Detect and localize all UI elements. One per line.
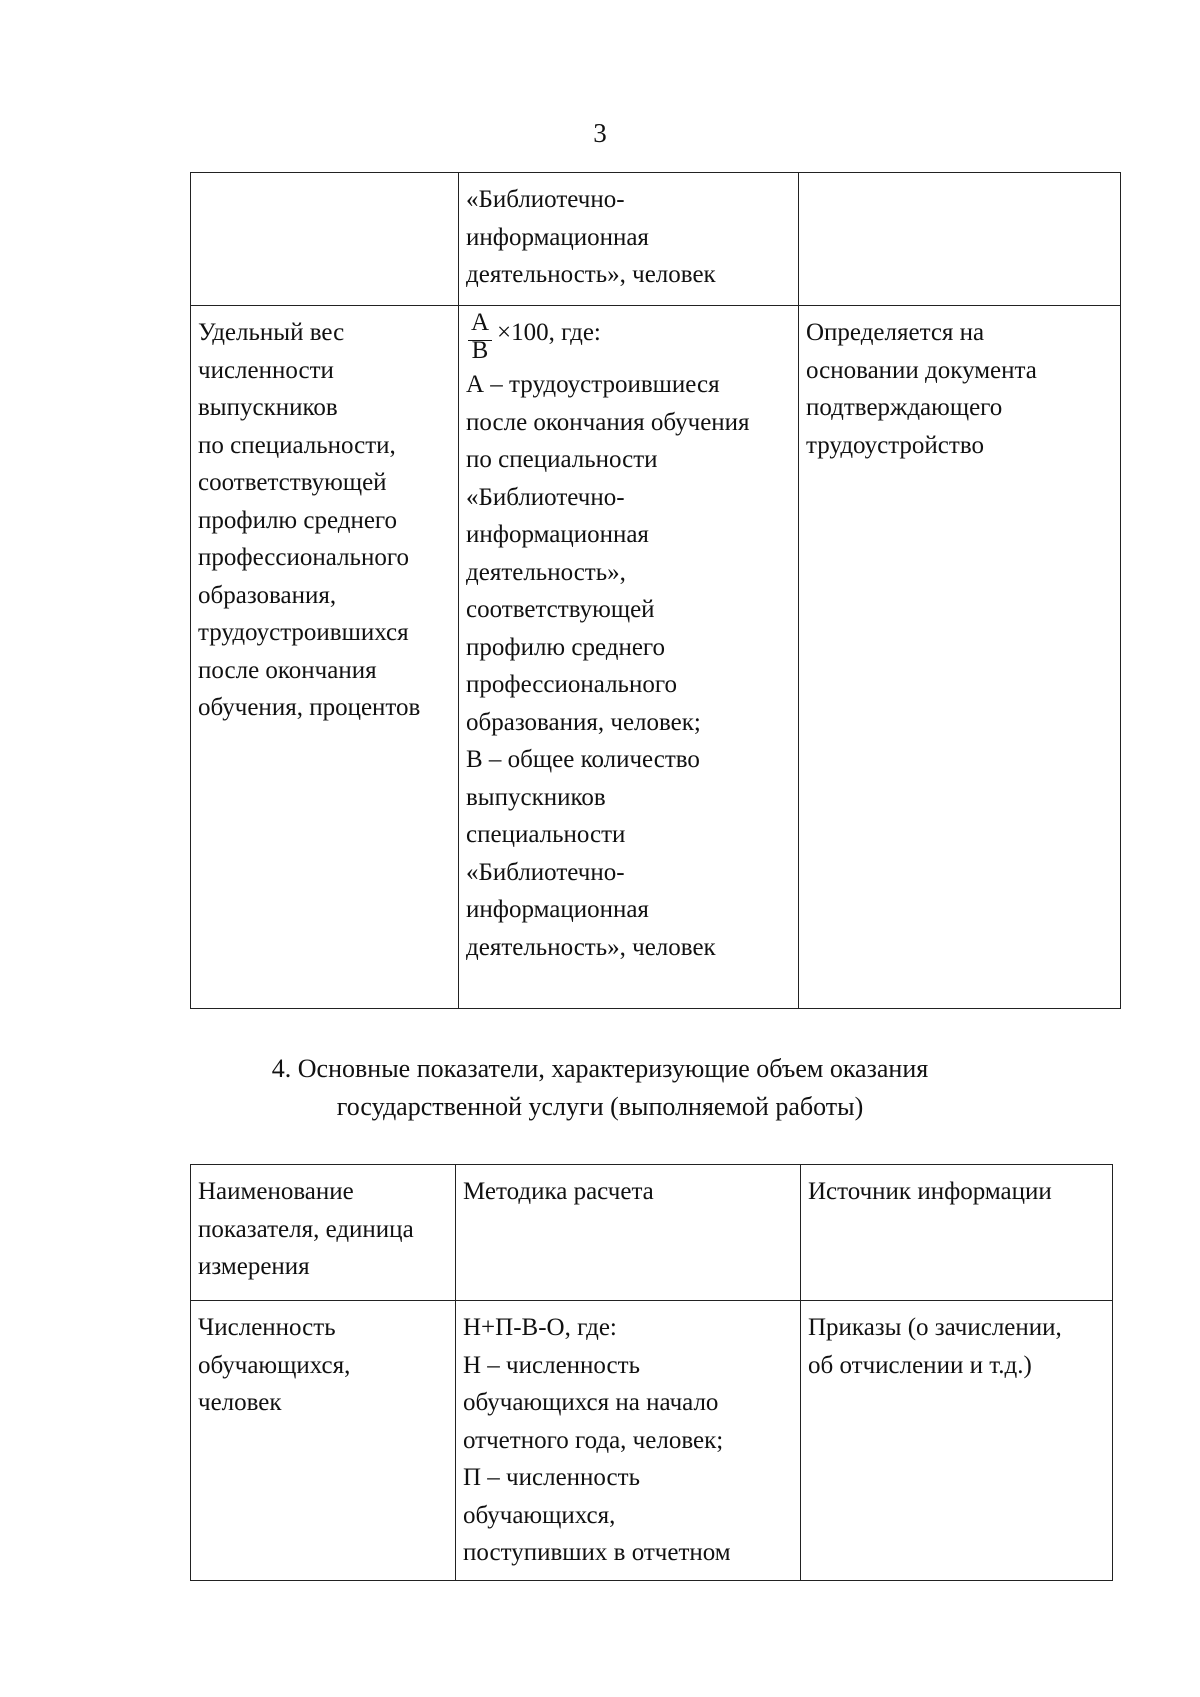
cell-text: П – численность xyxy=(463,1464,640,1491)
table-cell xyxy=(801,1301,1113,1581)
cell-text: выпускников xyxy=(466,783,606,811)
page-number: 3 xyxy=(593,118,607,148)
table-row xyxy=(191,1301,1113,1581)
cell-text: А – трудоустроившиеся xyxy=(466,371,720,398)
cell-text: Численность xyxy=(198,1314,336,1341)
cell-text: Н – численность xyxy=(463,1351,640,1379)
cell-text: профессионального xyxy=(198,544,409,571)
indicator-volume-table xyxy=(190,1164,1113,1581)
cell-text: В – общее количество xyxy=(466,746,700,773)
cell-text: об отчислении и т.д.) xyxy=(808,1351,1032,1379)
cell-text: обучающихся на начало xyxy=(463,1389,719,1416)
cell-text: Н+П-В-О, где: xyxy=(463,1314,617,1341)
cell-text: по специальности xyxy=(466,446,658,473)
cell-text: «Библиотечно- xyxy=(466,858,625,886)
table-header-row xyxy=(191,1165,1113,1301)
cell-text: соответствующей xyxy=(466,596,655,623)
cell-text: выпускников xyxy=(198,394,338,421)
cell-text: обучающихся, xyxy=(198,1351,351,1379)
section-heading-line: государственной услуги (выполняемой работы) xyxy=(336,1092,864,1121)
cell-text: «Библиотечно- xyxy=(466,186,625,213)
cell-text: подтверждающего xyxy=(806,394,1003,421)
table-cell xyxy=(459,173,799,306)
cell-text: профилю среднего xyxy=(198,506,398,534)
cell-text: информационная xyxy=(466,896,649,923)
formula-text: ×100, где: xyxy=(497,319,601,346)
cell-text: основании документа xyxy=(806,356,1037,384)
table-header-cell xyxy=(191,1165,456,1301)
header-text: измерения xyxy=(198,1253,310,1280)
cell-text: поступивших в отчетном xyxy=(463,1539,731,1566)
cell-text: после окончания xyxy=(198,656,377,684)
table-cell xyxy=(191,173,459,306)
fraction-numerator: A xyxy=(470,309,490,336)
cell-text: обучающихся, xyxy=(463,1501,616,1529)
section-heading-line: 4. Основные показатели, характеризующие объем оказания xyxy=(271,1054,929,1083)
formula xyxy=(466,309,792,366)
cell-text: численности xyxy=(198,356,334,384)
cell-text: Удельный вес xyxy=(198,319,345,346)
cell-text: информационная xyxy=(466,521,649,548)
table-row xyxy=(191,306,1121,1009)
cell-text: отчетного года, человек; xyxy=(463,1426,724,1454)
cell-text: «Библиотечно- xyxy=(466,483,625,511)
cell-text: деятельность», xyxy=(466,558,626,586)
cell-text: образования, человек; xyxy=(466,708,701,736)
cell-text: профилю среднего xyxy=(466,633,666,661)
table-cell xyxy=(799,173,1121,306)
cell-text: обучения, процентов xyxy=(198,694,421,721)
cell-text: Определяется на xyxy=(806,319,985,346)
indicator-quality-table xyxy=(190,172,1121,1009)
cell-text: Приказы (о зачислении, xyxy=(808,1314,1062,1341)
cell-text: по специальности, xyxy=(198,431,396,459)
header-text: Наименование xyxy=(198,1178,354,1205)
table-cell xyxy=(456,1301,801,1581)
table-header-cell xyxy=(801,1165,1113,1301)
section-heading xyxy=(0,1050,1200,1126)
cell-text: образования, xyxy=(198,581,337,609)
cell-text: деятельность», человек xyxy=(466,261,716,288)
header-text: показателя, единица xyxy=(198,1215,414,1243)
fraction-denominator: B xyxy=(471,337,489,364)
cell-text: человек xyxy=(198,1389,282,1416)
table-header-cell xyxy=(456,1165,801,1301)
cell-text: после окончания обучения xyxy=(466,408,750,436)
cell-text: деятельность», человек xyxy=(466,933,716,961)
header-text: Источник информации xyxy=(808,1178,1052,1205)
fraction xyxy=(466,309,494,366)
header-text: Методика расчета xyxy=(463,1178,654,1205)
table-cell xyxy=(799,306,1121,1009)
cell-text: информационная xyxy=(466,223,649,251)
table-cell xyxy=(191,1301,456,1581)
cell-text: специальности xyxy=(466,821,626,848)
table-row xyxy=(191,173,1121,306)
cell-text: трудоустройство xyxy=(806,431,984,459)
cell-text: трудоустроившихся xyxy=(198,619,409,646)
cell-text: профессионального xyxy=(466,671,677,698)
table-cell xyxy=(191,306,459,1009)
cell-text: соответствующей xyxy=(198,469,387,496)
table-cell xyxy=(459,306,799,1009)
